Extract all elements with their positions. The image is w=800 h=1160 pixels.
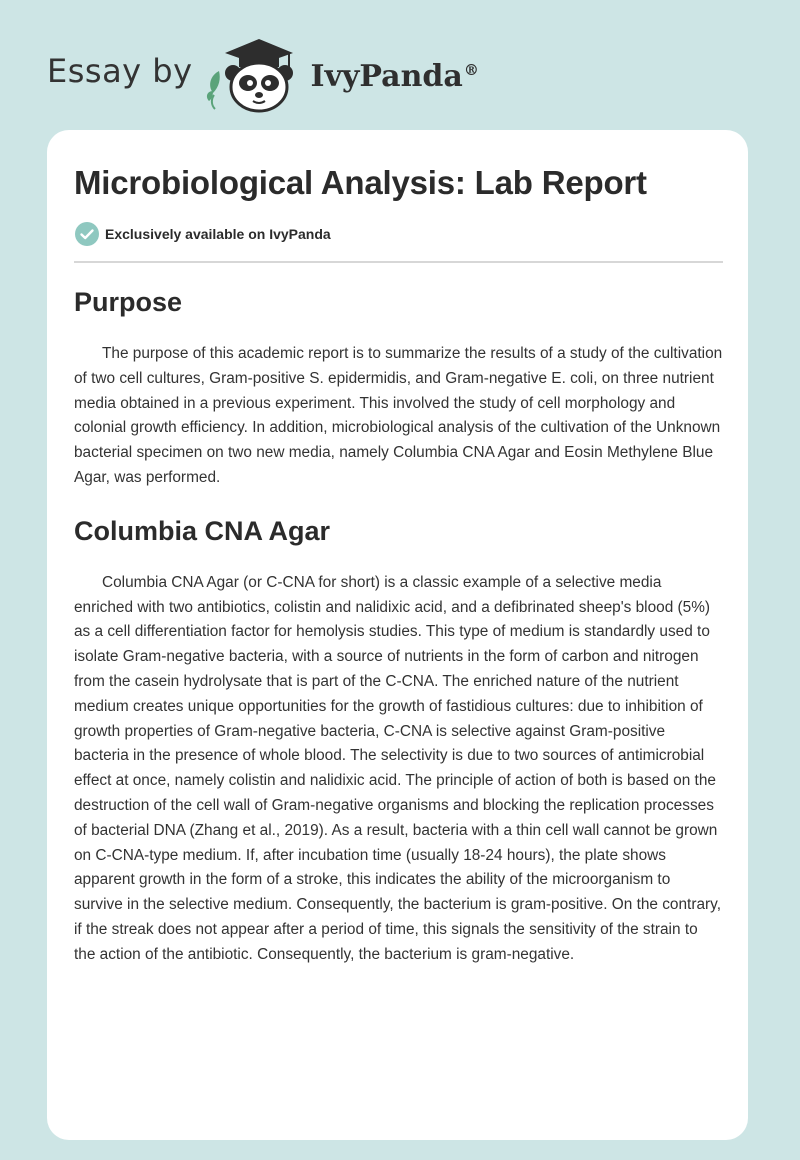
title-divider [74,261,723,263]
section-purpose [74,280,723,491]
check-circle-icon [74,221,100,247]
section-heading: Purpose [74,287,183,317]
section-paragraph: Columbia CNA Agar (or C-CNA for short) is a classic example of a selective media enriched with two antibiotics, colistin and nalidixic acid, and a defibrinated sheep's blood (5%) as a cell differentiation factor for hemolysis studies. This type of medium is standardly used to isolate Gram-negative bacteria, with a source of nutrients in the form of carbon and nitrogen from the casein hydrolysate that is part of the C-CNA. The enriched nature of the nutrient medium creates unique opportunities for the growth of fastidious cultures: due to inhibition of growth properties of Gram-negative bacteria, C-CNA is selective against Gram-positive bacteria in the presence of whole blood. The selectivity is due to two sources of antimicrobial effect at once, namely colistin and nalidixic acid. The principle of action of both is based on the destruction of the cell wall of Gram-negative organisms and blocking the replication processes of bacterial DNA (Zhang et al., 2019). As a result, bacteria with a thin cell wall cannot be grown on C-CNA-type medium. If, after incubation time (usually 18-24 hours), the plate shows apparent growth in the form of a stroke, this indicates the ability of the microorganism to survive in the selective medium. Consequently, the bacterium is gram-positive. On the contrary, if the streak does not appear after a period of time, this signals the sensitivity of the strain to the action of the antibiotic. Consequently, the bacterium is gram-negative. [74,573,721,963]
article-card [47,130,748,1140]
section-columbia-cna-agar [74,509,723,968]
brand-name: IvyPanda® [310,58,479,94]
exclusive-badge [74,221,331,247]
section-heading: Columbia CNA Agar [74,515,331,546]
site-brand[interactable] [47,34,479,114]
registered-mark: ® [463,60,479,79]
page-title: Microbiological Analysis: Lab Report [74,164,647,201]
panda-graduate-icon [205,35,305,113]
article-body [74,280,723,968]
section-paragraph: The purpose of this academic report is to summarize the results of a study of the cultivation of two cell cultures, Gram-positive S. epidermidis, and Gram-negative E. coli, on three nutrient media obtained in a previous experiment. This involved the study of cell morphology and colonial growth efficiency. In addition, microbiological analysis of the cultivation of the Unknown bacterial specimen on two new media, namely Columbia CNA Agar and Eosin Methylene Blue Agar, was performed. [74,345,723,486]
badge-text: Exclusively available on IvyPanda [105,226,331,242]
brand-prefix: Essay by [47,52,193,90]
